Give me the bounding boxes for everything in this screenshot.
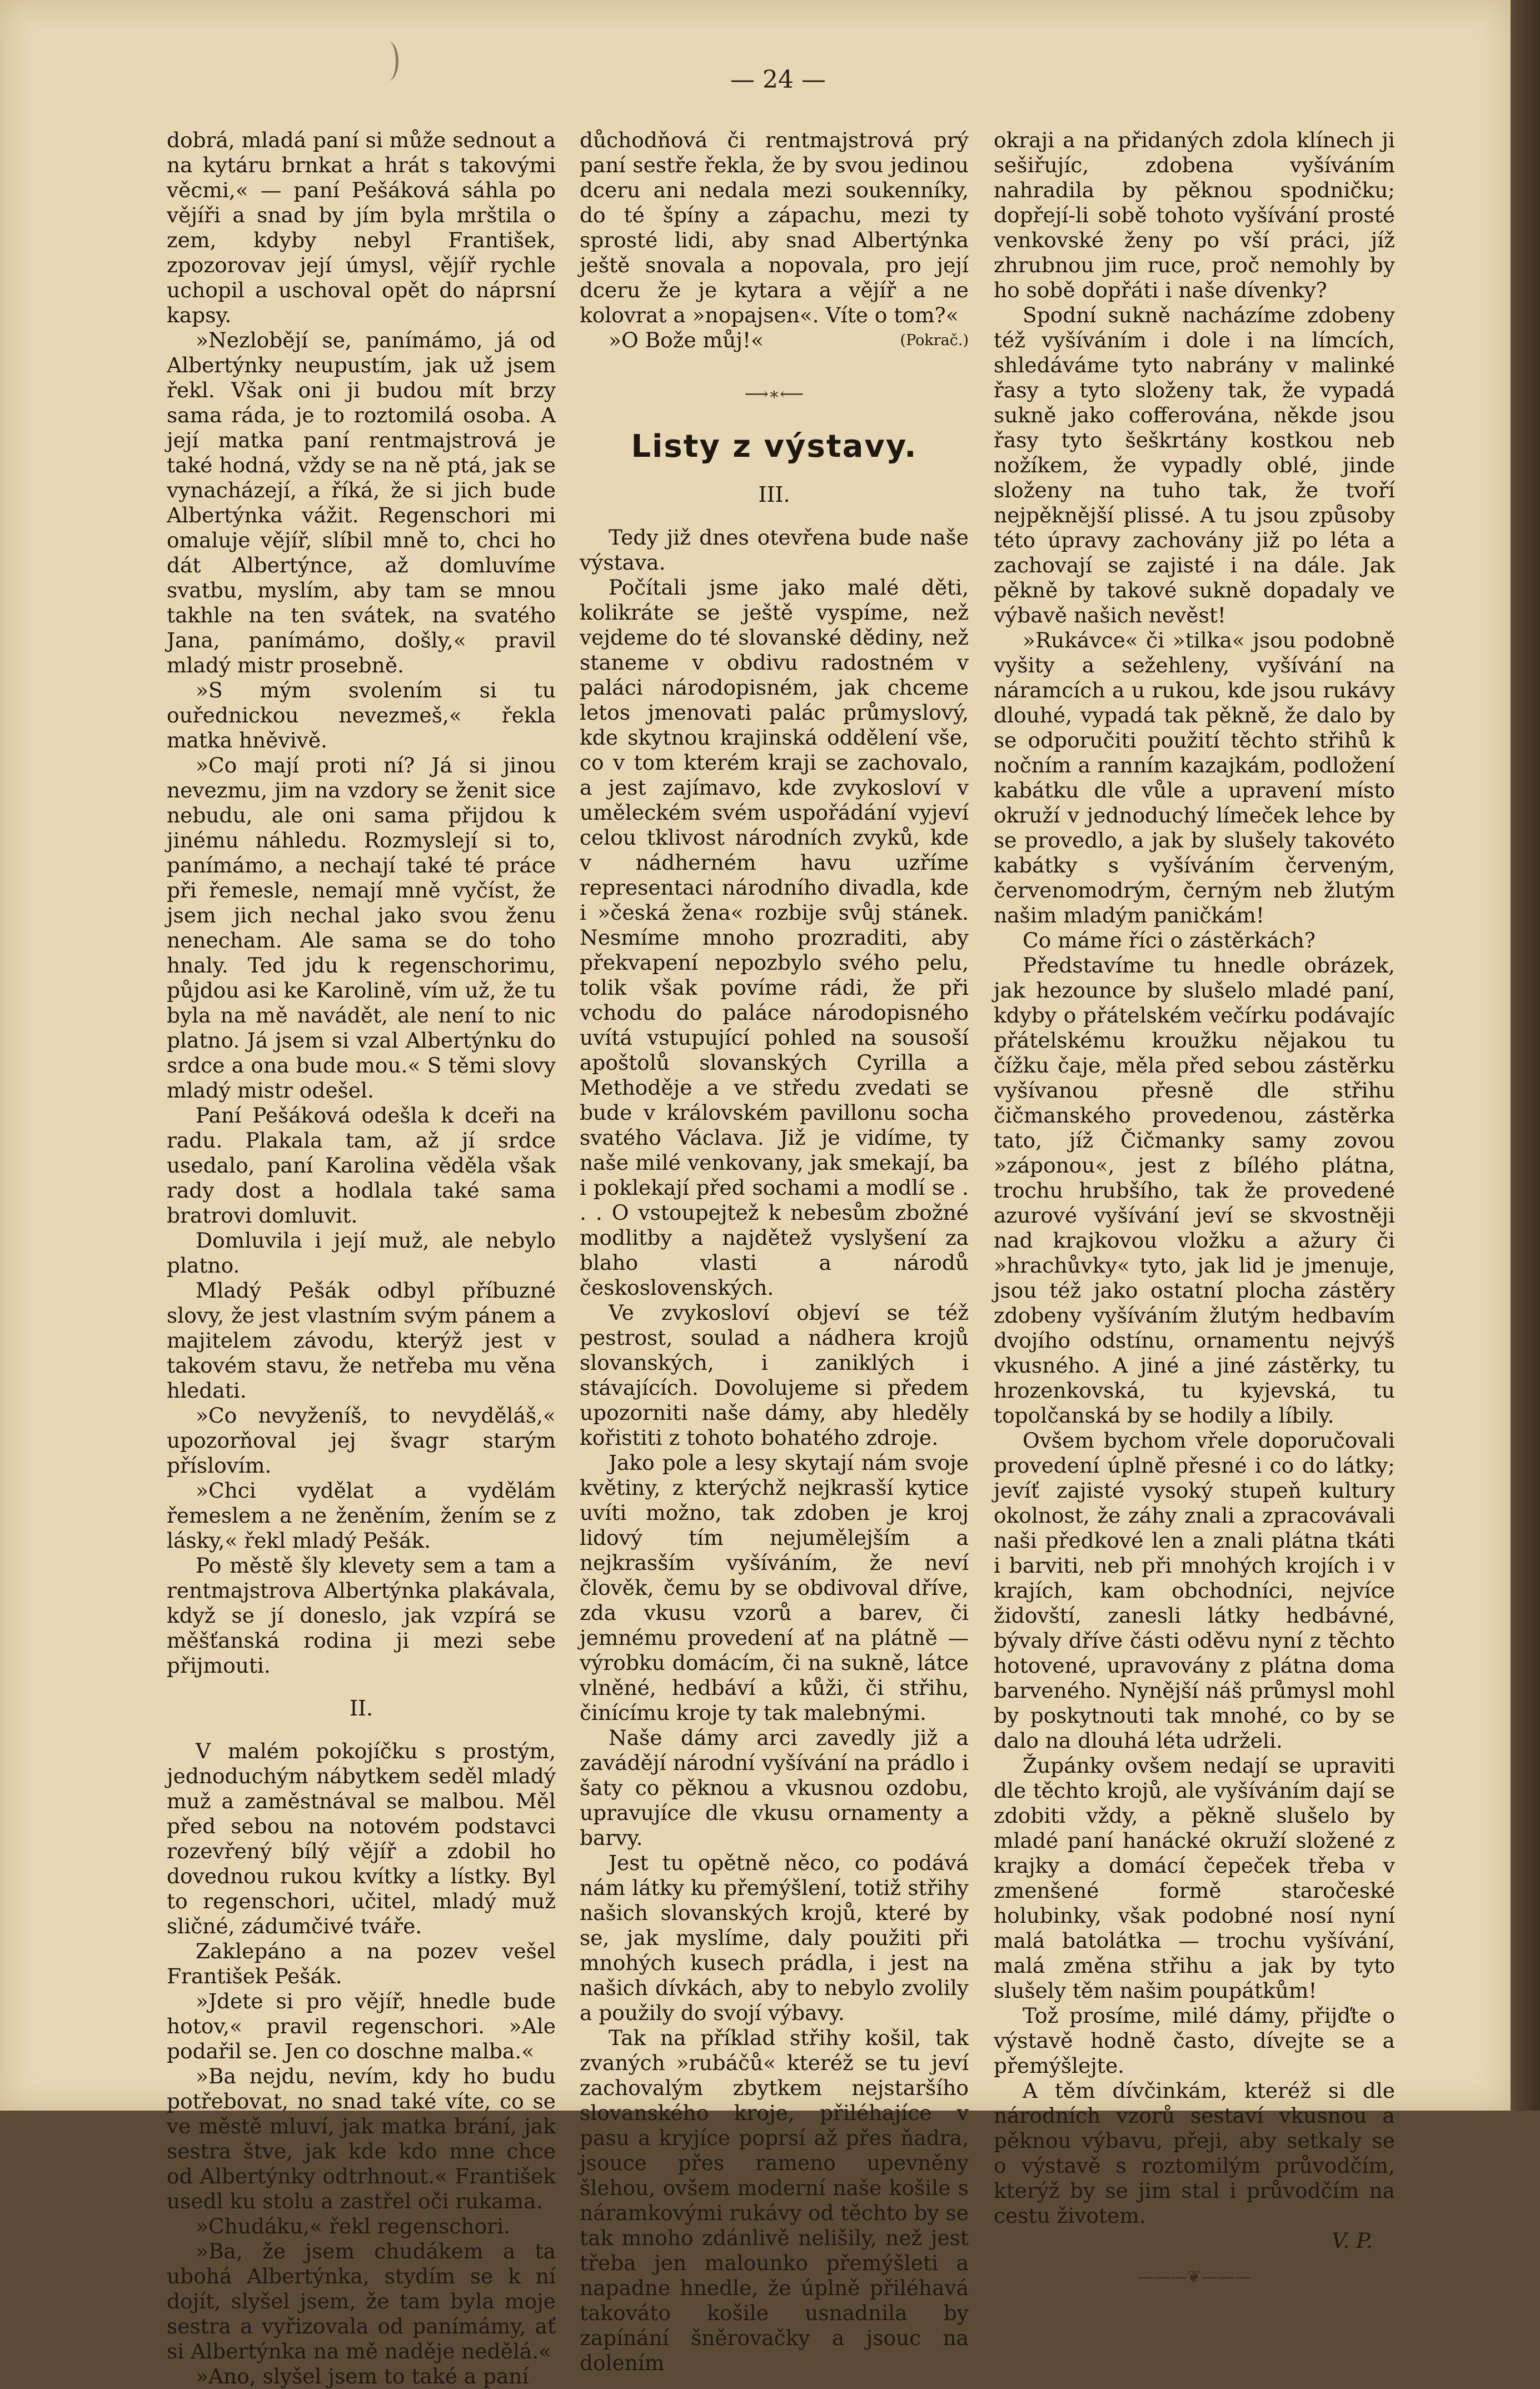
paragraph: Naše dámy arci zavedly již a zavádějí národní vyšívání na prádlo i šaty co pěknou a vkusnou ozdobu, upravujíce dle vkusu ornamenty a barvy. <box>580 1725 969 1850</box>
paragraph: Počítali jsme jako malé děti, kolikráte se ještě vyspíme, než vejdeme do té slovanské dědiny, než staneme v obdivu radostném v paláci národopisném, jak chceme letos jmenovati palác průmyslový, kde skytnou krajinská oddělení vše, co v tom kterém kraji se zachovalo, a jest zajímavo, kde zvykosloví v uměleckém svém uspořádání vyjeví celou tklivost národních zvyků, kde v nádherném havu uzříme representaci národního divadla, kde i »česká žena« rozbije svůj stánek. Nesmíme mnoho prozraditi, aby překvapení nepozbylo svého pelu, tolik však povíme rádi, že při vchodu do paláce národopisného uvítá vstupující pohled na sousoší apoštolů slovanských Cyrilla a Methoděje a ve středu zvedati se bude v královském pavillonu socha svatého Václava. Již je vidíme, ty naše milé venkovany, jak smekají, ba i poklekají před sochami a modlí se . . . O vstoupejtež k nebesům zbožné modlitby a najdětež vyslyšení za blaho vlasti a národů československých. <box>580 575 969 1300</box>
paragraph: »Chudáku,« řekl regenschori. <box>196 2214 510 2238</box>
paragraph: Tož prosíme, milé dámy, přijďte o výstavě hodně často, dívejte se a přemýšlejte. <box>994 2003 1395 2078</box>
paragraph: Jest tu opětně něco, co podává nám látky ku přemýšlení, totiž střihy našich slovanských krojů, které by se, jak myslíme, daly použiti při mnohých kusech prádla, i jest na našich dívkách, aby to nebylo zvolily a použily do svojí výbavy. <box>580 1851 969 2025</box>
paragraph: »Co nevyženíš, to nevyděláš,« upozorňoval jej švagr starým příslovím. <box>167 1403 556 1478</box>
column-2 <box>580 128 969 2375</box>
end-ornament: ———❦——— <box>1137 2267 1252 2287</box>
scan-edge <box>1511 0 1540 2111</box>
paragraph: »Ano, slyšel jsem to také a paní <box>196 2364 529 2388</box>
continuation-note: (Pokrač.) <box>900 332 969 349</box>
paragraph: Představíme tu hnedle obrázek, jak hezounce by slušelo mladé paní, kdyby o přátelském večírku podávajíc přátelskému kroužku nějakou tu čížku čaje, měla před sebou zástěrku vyšívanou přesně dle střihu čičmanského provedenou, zástěrka tato, jíž Čičmanky samy zovou »záponou«, jest z bílého plátna, trochu hrubšího, tak že provedené azurové vyšívání jeví se skvostněji nad krajkovou vložku a ažury či »hrachůvky« tyto, jak lid je jmenuje, jsou též jako ostatní plocha zástěry zdobeny vyšíváním žlutým hedbavím dvojího odstínu, ornamentu nejvýš vkusného. A jiné a jiné zástěrky, tu hrozenkovská, tu kyjevská, tu topolčanská by se hodily a líbily. <box>994 953 1395 1428</box>
column-1 <box>167 128 556 2388</box>
paragraph: Zaklepáno a na pozev vešel František Pešák. <box>167 1939 556 1988</box>
paragraph-text: »O Bože můj!« <box>609 328 764 352</box>
paragraph: »Nezlobějí se, panímámo, já od Albertýnky neupustím, jak už jsem řekl. Však oni ji budou mít brzy sama ráda, je to roztomilá osoba. A její matka paní rentmajstrová je také hodná, vždy se na ně ptá, jak se vynacházejí, a říká, že si jich bude Albertýnka vážit. Regenschori mi omaluje vějíř, slíbil mně to, chci ho dát Albertýnce, až domluvíme svatbu, myslím, aby tam se mnou takhle na ten svátek, na svatého Jana, panímámo, došly,« pravil mladý mistr prosebně. <box>167 328 556 677</box>
paragraph: důchodňová či rentmajstrová prý paní sestře řekla, že by svou jedinou dceru ani nedala mezi soukenníky, do té špíny a zápachu, mezi ty sprosté lidi, aby snad Albertýnka ještě snovala a nopovala, pro její dceru že je kytara a vějíř a ne kolovrat a »nopajsen«. Víte o tom?« <box>580 128 969 327</box>
paragraph: Ovšem bychom vřele doporučovali provedení úplně přesné i co do látky; jevíť zajisté vysoký stupeň kultury okolnost, že záhy znali a zpracovávali naši předkové len a znali plátna tkáti i barviti, neb při mnohých krojích i v krajích, kam obchodníci, nejvíce židovští, zanesli látky hedbávné, bývaly dříve části oděvu nyní z těchto hotovené, upravovány z plátna doma barveného. Nynější náš průmysl mohl by poskytnouti tak mnohé, co by se dalo na dlouhá léta udrželi. <box>994 1428 1395 1753</box>
page-number: — 24 — <box>730 66 826 94</box>
paragraph: dobrá, mladá paní si může sednout a na kytáru brnkat a hrát s takovými věcmi,« — paní Pešáková sáhla po vějíři a snad by jím byla mrštila o zem, kdyby nebyl František, zpozorovav její úmysl, vějíř rychle uchopil a uschoval opět do náprsní kapsy. <box>167 128 556 327</box>
paragraph: Po městě šly klevety sem a tam a rentmajstrova Albertýnka plakávala, když se jí doneslo, jak vzpírá se měšťanská rodina ji mezi sebe přijmouti. <box>167 1553 556 1678</box>
paragraph: Co máme říci o zástěrkách? <box>1023 928 1315 952</box>
paragraph: Spodní sukně nacházíme zdobeny též vyšíváním i dole i na límcích, shledáváme tyto nabrány v malinké řasy a tyto složeny tak, že vypadá sukně jako cofferována, někde jsou řasy tyto šeškrtány kostkou neb nožíkem, že vypadly oblé, jinde složeny na tuho tak, že tvoří nejpěknější plissé. A tu jsou způsoby této úpravy zachovány již po léta a zachovají se zajisté i na dále. Jak pěkně by takové sukně dopadaly ve výbavě našich nevěst! <box>994 303 1395 627</box>
paragraph <box>580 328 969 353</box>
section-number: III. <box>758 482 790 507</box>
paragraph: okraji a na přidaných zdola klínech ji sešiřujíc, zdobena vyšíváním nahradila by pěknou spodničku; dopřejí-li sobě tohoto vyšívání prosté venkovské ženy po vší práci, jíž zhrubnou jim ruce, proč nemohly by ho sobě dopřáti i naše dívenky? <box>994 128 1395 302</box>
paragraph: »Chci vydělat a vydělám řemeslem a ne ženěním, žením se z lásky,« řekl mladý Pešák. <box>167 1478 556 1553</box>
paragraph: V malém pokojíčku s prostým, jednoduchým nábytkem seděl mladý muž a zaměstnával se malbou. Měl před sebou na notovém podstavci rozevřený bílý vějíř a zdobil ho dovednou rukou kvítky a lístky. Byl to regenschori, učitel, mladý muž sličné, zádumčivé tváře. <box>167 1739 556 1938</box>
paragraph: »Ba, že jsem chudákem a ta ubohá Albertýnka, stydím se k ní dojít, slyšel jsem, že tam byla moje sestra a vyřizovala od panímámy, ať si Albertýnka na mě naděje nedělá.« <box>167 2239 556 2363</box>
paragraph: Jako pole a lesy skytají nám svoje květiny, z kterýchž nejkrasší kytice uvíti možno, tak zdoben je kroj lidový tím nejumělejším a nejkrasším vyšíváním, že neví člověk, čemu by se obdivoval dříve, zda vkusu vzorů a barev, či jemnému provedení ať na plátně — výrobku domácím, či na sukně, látce vlněné, hedbáví a kůži, či střihu, činícímu kroje ty tak malebnými. <box>580 1450 969 1725</box>
paragraph: A těm dívčinkám, kteréž si dle národních vzorů sestaví vkusnou a pěknou výbavu, přeji, aby setkaly se o výstavě s roztomilým průvodčím, kterýž by se jim stal i průvodčím na cestu životem. <box>994 2078 1395 2228</box>
paragraph: »S mým svolením si tu ouřednickou nevezmeš,« řekla matka hněvivě. <box>167 678 556 752</box>
pencil-mark <box>379 42 398 81</box>
paragraph: Tedy již dnes otevřena bude naše výstava. <box>580 525 969 575</box>
section-number: II. <box>349 1696 373 1720</box>
article-title: Listy z výstavy. <box>631 428 918 465</box>
column-3 <box>994 128 1395 2287</box>
paragraph: Tak na příklad střihy košil, tak zvaných »rubáčů« kteréž se tu jeví zachovalým zbytkem nejstaršího slovanského kroje, přiléhajíce v pasu a kryjíce poprsí až přes ňadra, jsouce přes rameno upevněny šlehou, ovšem moderní naše košile s náramkovými rukávy od těchto by se tak mnoho zdánlivě nelišily, než jest třeba jen malounko přemýšleti a napadne hnedle, že úplně přiléhavá takováto košile usnadnila by zapínání šněrovačky a jsouc na dolením <box>580 2026 969 2375</box>
paragraph: Domluvila i její muž, ale nebylo platno. <box>167 1228 556 1278</box>
paragraph: Župánky ovšem nedají se upraviti dle těchto krojů, ale vyšíváním dají se zdobiti vždy, a pěkně slušelo by mladé paní hanácké okruží složené z krajky a domácí čepeček třeba v zmenšené formě staročeské holubinky, však podobné nosí nyní malá batolátka — trochu vyšívání, malá změna střihu a jak by tyto slušely těm našim poupátkům! <box>994 1753 1395 2003</box>
paragraph: »Rukávce« či »tilka« jsou podobně vyšity a sežehleny, vyšívání na náramcích a u rukou, kde jsou rukávy dlouhé, vypadá tak pěkně, že dalo by se odporučiti použití těchto střihů k nočním a ranním kazajkám, podložení kabátku dle vůle a upravení místo okruží v jednoduchý límeček lehce by se provedlo, a jak by slušely takovéto kabátky s vyšíváním červeným, červenomodrým, černým neb žlutým našim mladým paničkám! <box>994 628 1395 927</box>
signature: V. P. <box>1332 2228 1373 2253</box>
separator-ornament: ⟶∗⟵ <box>744 385 804 404</box>
paragraph: »Ba nejdu, nevím, kdy ho budu potřebovat, no snad také víte, co se ve městě mluví, jak matka brání, jak sestra štve, jak kde kdo mne chce od Albertýnky odtrhnout.« František usedl ku stolu a zastřel oči rukama. <box>167 2064 556 2213</box>
paragraph: Ve zvykosloví objeví se též pestrost, soulad a nádhera krojů slovanských, i zaniklých i stávajících. Dovolujeme si předem upozorniti naše dámy, aby hleděly kořistiti z tohoto bohatého zdroje. <box>580 1300 969 1450</box>
paragraph: Mladý Pešák odbyl příbuzné slovy, že jest vlastním svým pánem a majitelem závodu, kterýž jest v takovém stavu, že netřeba mu věna hledati. <box>167 1278 556 1403</box>
paragraph: Paní Pešáková odešla k dceři na radu. Plakala tam, až jí srdce usedalo, paní Karolina věděla však rady dost a hodlala také sama bratrovi domluvit. <box>167 1103 556 1228</box>
paragraph: »Co mají proti ní? Já si jinou nevezmu, jim na vzdory se ženit sice nebudu, ale oni sama přijdou k jinému náhledu. Rozmyslejí si to, panímámo, a nechají také té práce při řemesle, nemají mně vyčíst, že jsem jich nechal jako svou ženu nenecham. Ale sama se do toho hnaly. Ted jdu k regenschorimu, půjdou asi ke Karolině, vím už, že tu byla na mě navádět, ale není to nic platno. Já jsem si vzal Albertýnku do srdce a ona bude mou.« S těmi slovy mladý mistr odešel. <box>167 753 556 1103</box>
paragraph: »Jdete si pro vějíř, hnedle bude hotov,« pravil regenschori. »Ale podařil se. Jen co doschne malba.« <box>167 1989 556 2063</box>
